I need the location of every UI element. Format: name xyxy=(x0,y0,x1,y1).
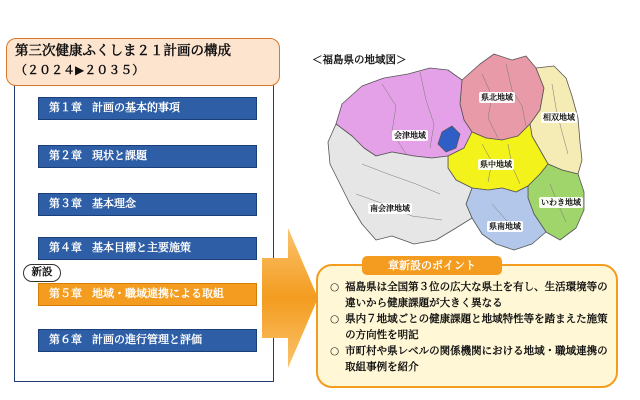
chapter-label: 現状と課題 xyxy=(92,149,147,162)
chapter-1 xyxy=(38,97,257,120)
chapter-3 xyxy=(38,193,257,216)
map-label-iwaki: いわき地域 xyxy=(541,198,581,207)
chapter-number: 第６章 xyxy=(49,333,82,346)
point-text: 市町村や県レベルの関係機関における地域・職域連携の取組事例を紹介 xyxy=(345,345,608,373)
map-label-aizu: 会津地域 xyxy=(394,131,426,140)
new-chapter-badge: 新設 xyxy=(23,264,61,282)
points-header: 章新設のポイント xyxy=(362,256,502,275)
chapter-2 xyxy=(38,145,257,168)
point-item xyxy=(330,312,608,343)
chapter-5-new xyxy=(38,283,257,306)
plan-title-box xyxy=(6,38,280,86)
bullet-circle-icon: ○ xyxy=(330,281,340,293)
chapter-4 xyxy=(38,237,257,260)
chapter-label: 基本理念 xyxy=(92,197,136,210)
point-text: 福島県は全国第３位の広大な県土を有し、生活環境等の違いから健康課題が大きく異なる xyxy=(345,281,608,309)
chapter-number: 第２章 xyxy=(49,149,82,162)
map-label-kennan: 県南地域 xyxy=(489,222,521,231)
chapter-number: 第４章 xyxy=(49,241,82,254)
map-label-soso: 相双地域 xyxy=(543,113,575,122)
point-item xyxy=(330,344,608,375)
map-label-kenchu: 県中地域 xyxy=(480,160,512,169)
point-item xyxy=(330,280,608,311)
map-caption: ＜福島県の地域図＞ xyxy=(312,54,407,66)
chapter-label: 基本目標と主要施策 xyxy=(92,241,191,254)
map-label-minamiaizu: 南会津地域 xyxy=(370,204,410,213)
fukushima-region-map xyxy=(322,44,592,254)
chapter-label: 計画の基本的事項 xyxy=(92,101,180,114)
points-box xyxy=(316,264,618,388)
chapter-number: 第５章 xyxy=(49,287,82,300)
bullet-circle-icon: ○ xyxy=(330,313,340,325)
point-text: 県内７地域ごとの健康課題と地域特性等を踏まえた施策の方向性を明記 xyxy=(345,313,608,341)
big-right-arrow-icon xyxy=(262,228,320,368)
plan-period: （２０２４▶２０３５） xyxy=(15,63,145,77)
plan-title: 第三次健康ふくしま２１計画の構成 xyxy=(15,43,231,59)
chapter-number: 第１章 xyxy=(49,101,82,114)
bullet-circle-icon: ○ xyxy=(330,345,340,357)
chapter-label: 地域・職域連携による取組 xyxy=(92,287,224,300)
chapter-6 xyxy=(38,329,257,352)
chapter-number: 第３章 xyxy=(49,197,82,210)
map-label-kenpoku: 県北地域 xyxy=(481,93,513,102)
chapter-label: 計画の進行管理と評価 xyxy=(92,333,202,346)
